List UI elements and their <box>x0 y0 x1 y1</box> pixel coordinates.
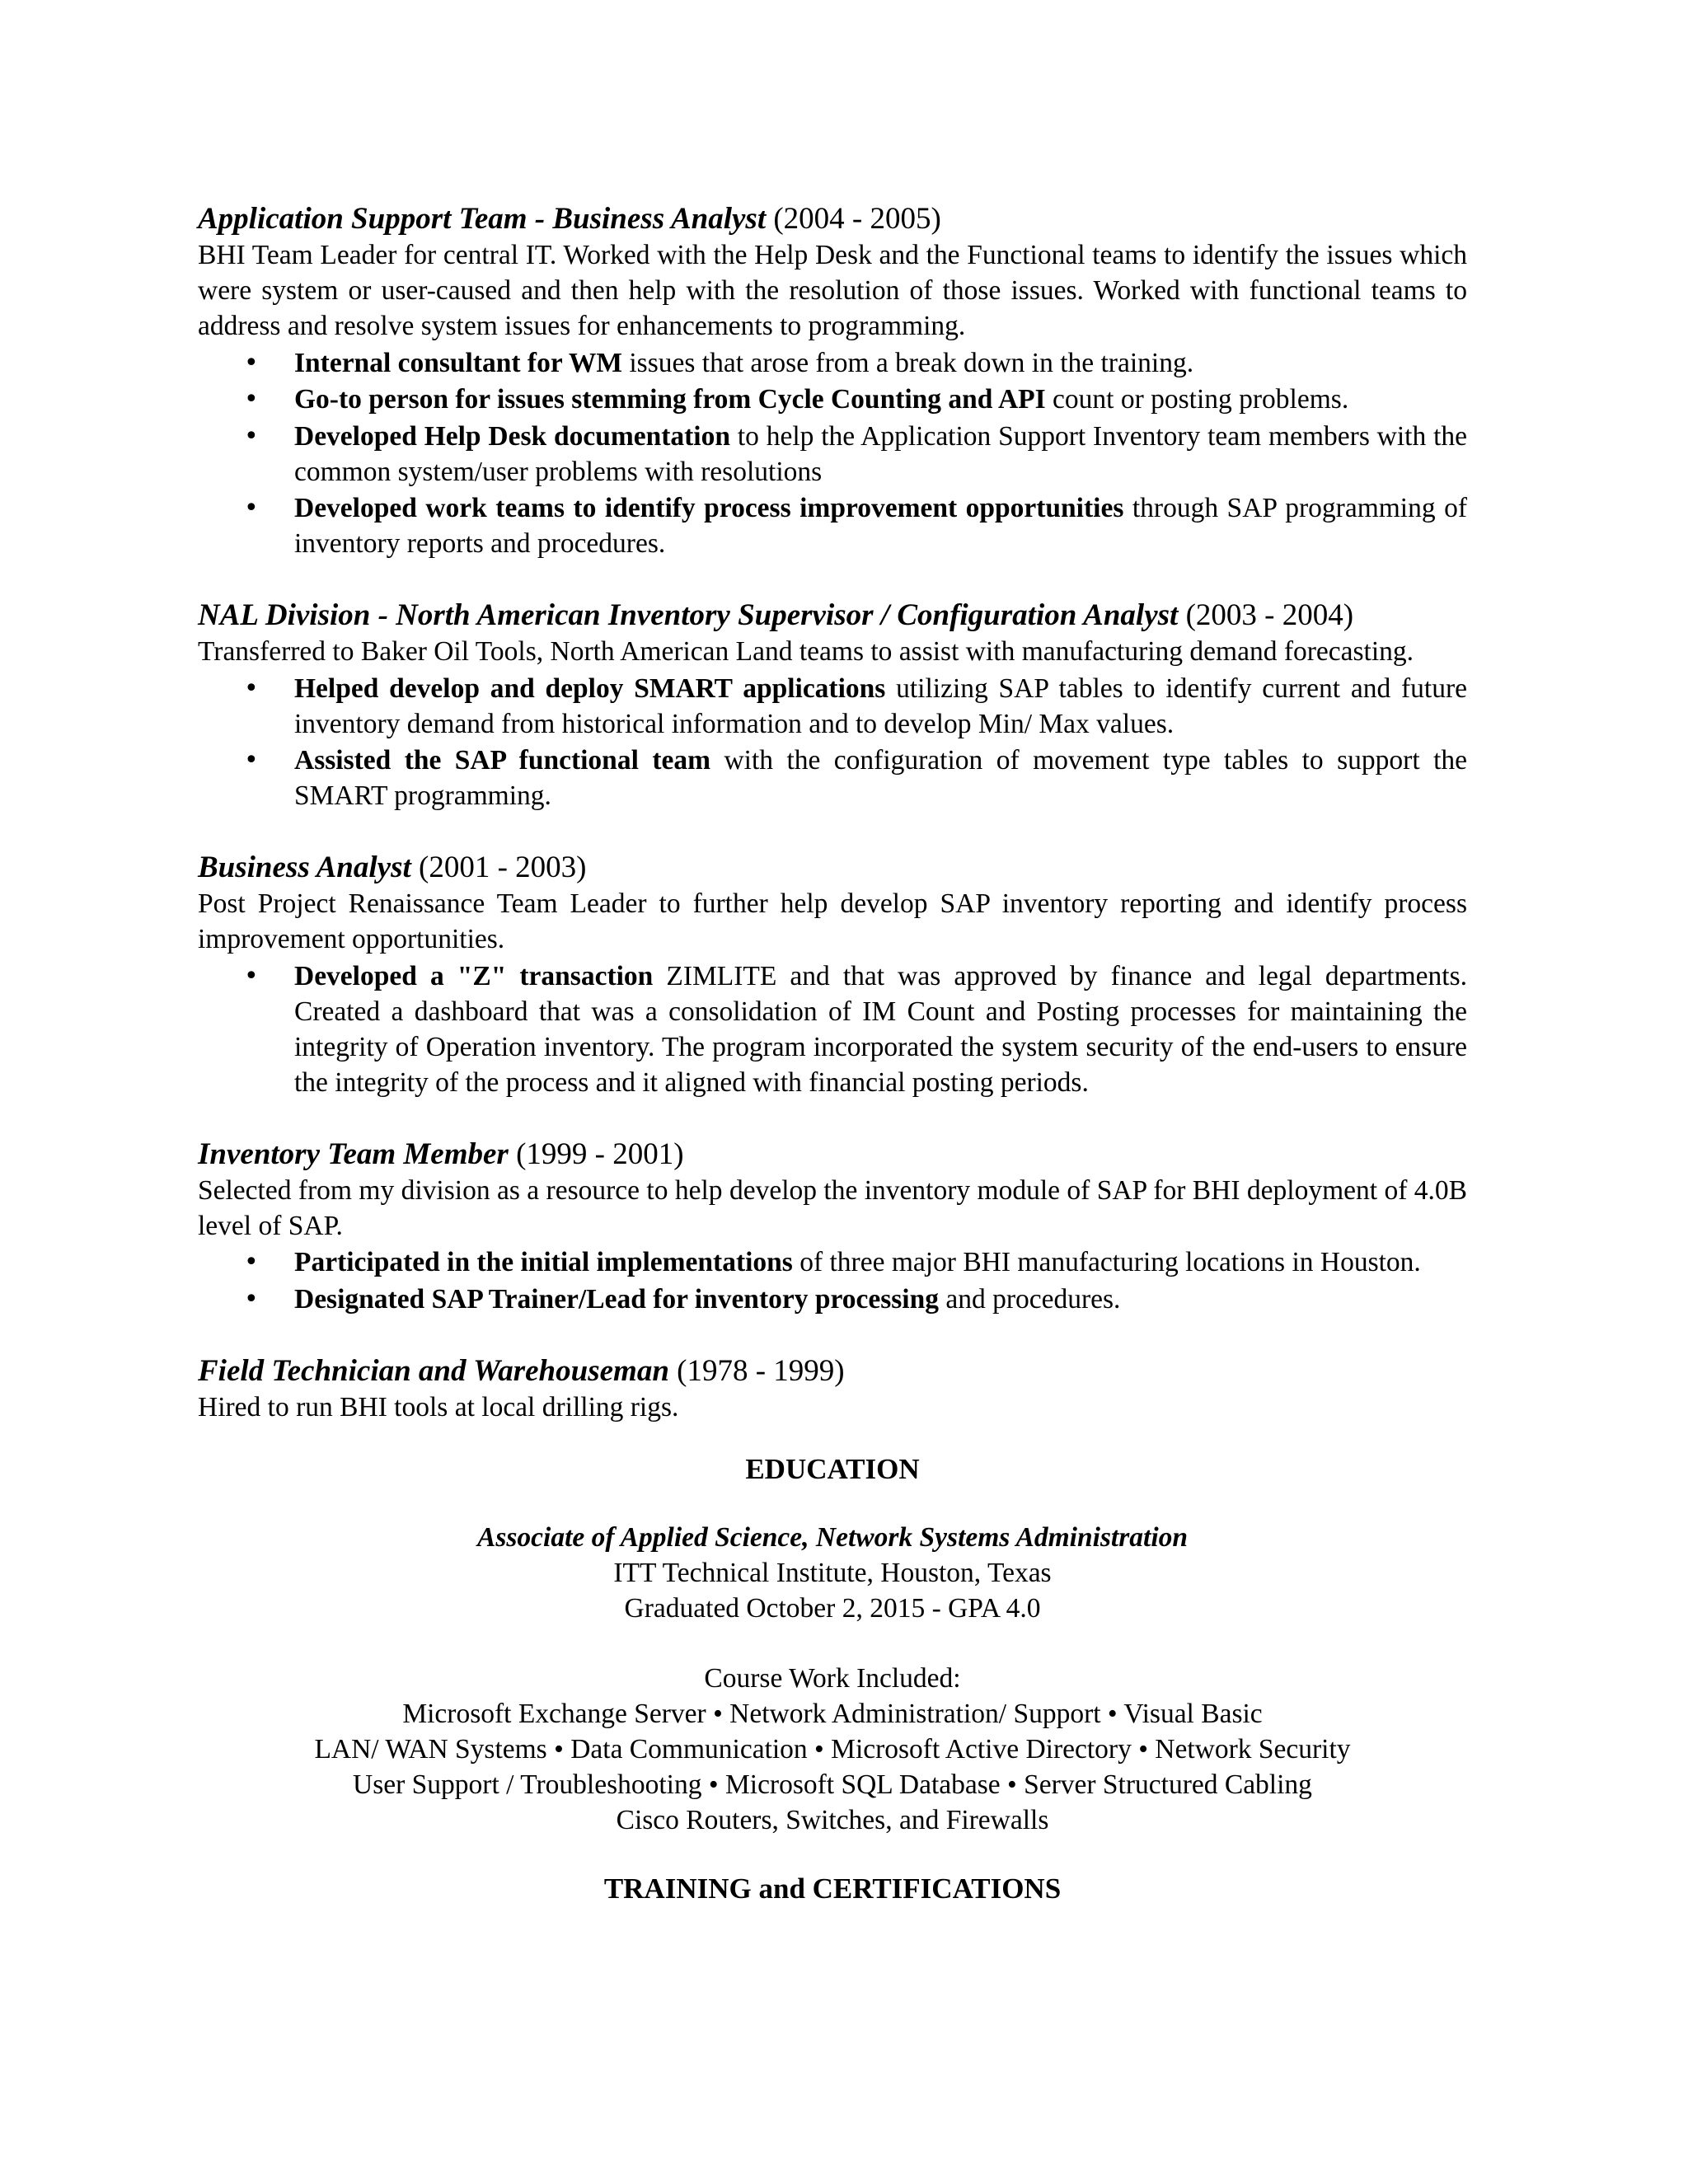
job-bullet <box>198 671 1467 742</box>
degree-title: Associate of Applied Science, Network Systems Administration <box>476 1521 1189 1553</box>
coursework-line: Cisco Routers, Switches, and Firewalls <box>616 1804 1049 1835</box>
bullet-text: count or posting problems. <box>1045 384 1349 415</box>
education-heading: EDUCATION <box>745 1452 920 1485</box>
job-bullet <box>198 1244 1467 1280</box>
job-title <box>198 200 1467 237</box>
job-dates: (2004 - 2005) <box>773 202 941 236</box>
school-name: ITT Technical Institute, Houston, Texas <box>613 1557 1052 1588</box>
job-bullet-list <box>198 958 1467 1100</box>
job-description: Hired to run BHI tools at local drilling rigs. <box>198 1391 679 1422</box>
job-description: BHI Team Leader for central IT. Worked with the Help Desk and the Functional teams to identify the issues which were system or user-caused and then help with the resolution of those issues. Worked with functional teams to address and resolve system issues for enhancements to programming. <box>198 240 1467 341</box>
bullet-text: of three major BHI manufacturing locations in Houston. <box>792 1247 1421 1277</box>
bullet-text: with the configuration of movement type tables to support the SMART programming. <box>294 745 1467 811</box>
bullet-text: issues that arose from a break down in the training. <box>621 347 1194 378</box>
job-entry <box>198 200 1467 561</box>
job-bullet-list <box>198 345 1467 562</box>
job-role: Application Support Team - Business Analyst <box>198 202 767 236</box>
resume-page <box>198 200 1467 1906</box>
job-entry <box>198 1352 1467 1425</box>
job-role: NAL Division - North American Inventory Supervisor / Configuration Analyst <box>198 598 1179 632</box>
job-role: Business Analyst <box>198 851 411 884</box>
coursework-heading: Course Work Included: <box>704 1662 961 1694</box>
coursework-line: User Support / Troubleshooting • Microsoft SQL Database • Server Structured Cabling <box>353 1769 1312 1800</box>
job-dates: (1999 - 2001) <box>516 1137 684 1171</box>
bullet-text: and procedures. <box>938 1283 1121 1315</box>
bullet-text: ZIMLITE and that was approved by finance and legal departments. Created a dashboard that was a consolidation of IM Count and Posting processes for maintaining the integrity of Operation inventory. The program incorporated the system security of the end-users to ensure the integrity of the process and it aligned with financial posting periods. <box>294 960 1467 1098</box>
job-bullet <box>198 1282 1467 1317</box>
job-bullet <box>198 490 1467 561</box>
job-bullet-list <box>198 671 1467 814</box>
job-title <box>198 1352 1467 1390</box>
bullet-highlight: Go-to person for issues stemming from Cycle Counting and API <box>294 384 1046 415</box>
bullet-highlight: Designated SAP Trainer/Lead for inventory processing <box>294 1283 939 1315</box>
bullet-highlight: Developed a "Z" transaction <box>294 960 654 991</box>
bullet-highlight: Assisted the SAP functional team <box>294 745 710 776</box>
training-heading: TRAINING and CERTIFICATIONS <box>603 1872 1062 1905</box>
job-entry <box>198 849 1467 1100</box>
job-title <box>198 849 1467 886</box>
job-role: Field Technician and Warehouseman <box>198 1353 669 1388</box>
job-title <box>198 597 1467 634</box>
job-role: Inventory Team Member <box>198 1137 509 1171</box>
bullet-text: through SAP programming of inventory reports and procedures. <box>294 493 1468 559</box>
job-bullet-list <box>198 1244 1467 1317</box>
job-description: Post Project Renaissance Team Leader to further help develop SAP inventory reporting and identify process improvement opportunities. <box>198 888 1467 954</box>
job-description: Transferred to Baker Oil Tools, North American Land teams to assist with manufacturing demand forecasting. <box>198 636 1414 667</box>
graduation-info: Graduated October 2, 2015 - GPA 4.0 <box>624 1592 1041 1624</box>
coursework-line: Microsoft Exchange Server • Network Administration/ Support • Visual Basic <box>402 1698 1263 1729</box>
job-bullet <box>198 419 1467 490</box>
experience-section <box>198 200 1467 1425</box>
job-entry <box>198 597 1467 813</box>
job-dates: (2003 - 2004) <box>1185 598 1354 632</box>
job-bullet <box>198 958 1467 1100</box>
job-bullet <box>198 345 1467 381</box>
bullet-highlight: Helped develop and deploy SMART applications <box>294 673 886 704</box>
bullet-highlight: Internal consultant for WM <box>294 347 622 378</box>
bullet-highlight: Participated in the initial implementations <box>294 1247 793 1277</box>
job-bullet <box>198 382 1467 417</box>
coursework-line: LAN/ WAN Systems • Data Communication • Microsoft Active Directory • Network Security <box>314 1733 1351 1765</box>
job-entry <box>198 1136 1467 1317</box>
job-description: Selected from my division as a resource to help develop the inventory module of SAP for BHI deployment of 4.0B level of SAP. <box>198 1174 1467 1241</box>
bullet-text: utilizing SAP tables to identify current and future inventory demand from historical information and to develop Min/ Max values. <box>294 673 1467 739</box>
bullet-highlight: Developed Help Desk documentation <box>294 420 730 452</box>
bullet-text: to help the Application Support Inventory team members with the common system/user problems with resolutions <box>294 420 1468 487</box>
job-dates: (1978 - 1999) <box>677 1353 845 1388</box>
job-bullet <box>198 743 1467 813</box>
bullet-highlight: Developed work teams to identify process improvement opportunities <box>294 493 1124 523</box>
job-title <box>198 1136 1467 1173</box>
job-dates: (2001 - 2003) <box>419 851 587 884</box>
